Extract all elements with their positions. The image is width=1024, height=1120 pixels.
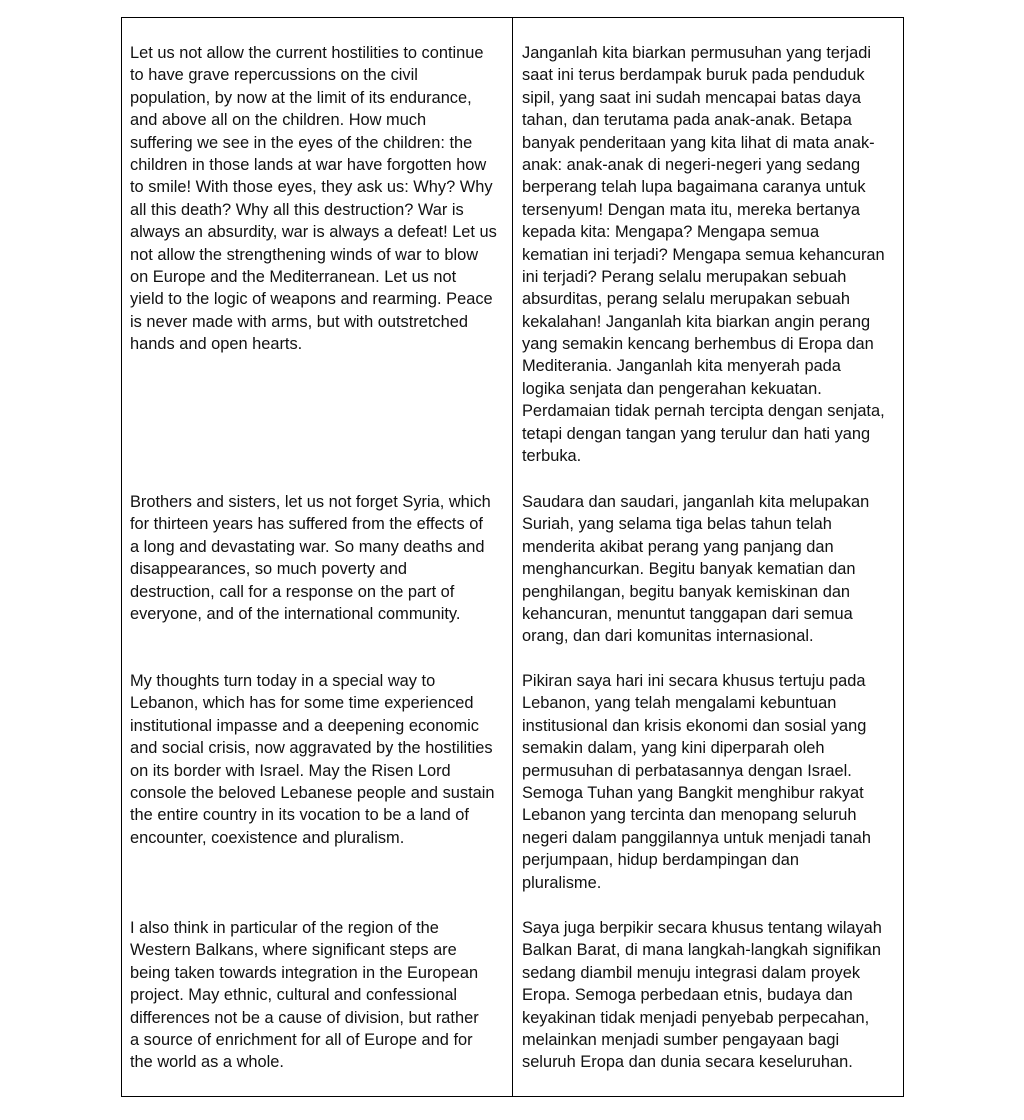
- text-line: always an absurdity, war is always a defeat! Let us: [130, 223, 497, 242]
- text-line: institutional impasse and a deepening economic: [130, 716, 479, 735]
- text-line: logika senjata dan pengerahan kekuatan.: [522, 379, 822, 398]
- text-line: penghilangan, begitu banyak kemiskinan dan: [522, 582, 851, 601]
- text-line: and above all on the children. How much: [130, 111, 427, 130]
- english-paragraph-1: [130, 42, 497, 355]
- text-line: I also think in particular of the region of the: [130, 919, 439, 937]
- text-line: a source of enrichment for all of Europe and for: [130, 1030, 473, 1049]
- english-paragraph-3: [130, 670, 495, 849]
- text-line: encounter, coexistence and pluralism.: [130, 828, 405, 847]
- text-line: the world as a whole.: [130, 1053, 284, 1072]
- text-line: children in those lands at war have forgotten how: [130, 155, 487, 174]
- text-line: is never made with arms, but with outstretched: [130, 312, 468, 331]
- text-line: Western Balkans, where significant steps are: [130, 941, 457, 960]
- text-line: kekalahan! Janganlah kita biarkan angin perang: [522, 312, 871, 331]
- text-line: Saudara dan saudari, janganlah kita melupakan: [522, 493, 870, 511]
- text-line: on Europe and the Mediterranean. Let us not: [130, 267, 457, 286]
- text-line: Let us not allow the current hostilities to continue: [130, 44, 484, 62]
- text-line: Janganlah kita biarkan permusuhan yang terjadi: [522, 44, 871, 62]
- text-line: not allow the strengthening winds of war to blow: [130, 245, 479, 264]
- text-line: to have grave repercussions on the civil: [130, 66, 418, 85]
- text-line: Balkan Barat, di mana langkah-langkah signifikan: [522, 941, 881, 960]
- indonesian-paragraph-3: [522, 670, 871, 894]
- text-line: saat ini terus berdampak buruk pada penduduk: [522, 66, 865, 85]
- text-line: and social crisis, now aggravated by the hostilities: [130, 739, 493, 758]
- text-line: terbuka.: [522, 447, 582, 466]
- text-line: a long and devastating war. So many deaths and: [130, 537, 485, 556]
- text-line: Lebanon yang tercinta dan menopang seluruh: [522, 806, 857, 825]
- indonesian-paragraph-4: [522, 917, 882, 1074]
- indonesian-paragraph-2: [522, 491, 869, 648]
- text-line: to smile! With those eyes, they ask us: Why? Why: [130, 178, 493, 197]
- text-line: Mediterania. Janganlah kita menyerah pada: [522, 357, 841, 376]
- text-line: Saya juga berpikir secara khusus tentang wilayah: [522, 919, 882, 937]
- text-line: destruction, call for a response on the part of: [130, 582, 455, 601]
- text-line: Lebanon, which has for some time experienced: [130, 694, 474, 713]
- text-line: My thoughts turn today in a special way to: [130, 672, 436, 690]
- text-line: sipil, yang saat ini sudah mencapai batas daya: [522, 88, 861, 107]
- text-line: Semoga Tuhan yang Bangkit menghibur rakyat: [522, 783, 864, 802]
- text-line: sedang diambil menuju integrasi dalam proyek: [522, 963, 861, 982]
- text-line: differences not be a cause of division, but rather: [130, 1008, 479, 1027]
- text-line: menderita akibat perang yang panjang dan: [522, 537, 834, 556]
- text-line: Lebanon, yang telah mengalami kebuntuan: [522, 694, 837, 713]
- text-line: permusuhan di perbatasannya dengan Israel.: [522, 761, 852, 780]
- column-divider: [512, 18, 513, 1096]
- text-line: semakin dalam, yang kini diperparah oleh: [522, 739, 825, 758]
- text-line: being taken towards integration in the European: [130, 963, 479, 982]
- text-line: Perdamaian tidak pernah tercipta dengan senjata,: [522, 402, 885, 421]
- text-line: ini terjadi? Perang selalu merupakan sebuah: [522, 267, 847, 286]
- text-line: tetapi dengan tangan yang terulur dan hati yang: [522, 424, 871, 443]
- text-line: banyak penderitaan yang kita lihat di mata anak-: [522, 133, 875, 152]
- text-line: negeri dalam panggilannya untuk menjadi tanah: [522, 828, 872, 847]
- text-line: the entire country in its vocation to be a land of: [130, 806, 469, 825]
- text-line: Brothers and sisters, let us not forget Syria, which: [130, 493, 491, 511]
- text-line: suffering we see in the eyes of the children: the: [130, 133, 473, 152]
- text-line: population, by now at the limit of its endurance,: [130, 88, 472, 107]
- text-line: on its border with Israel. May the Risen Lord: [130, 761, 451, 780]
- text-line: anak: anak-anak di negeri-negeri yang sedang: [522, 155, 861, 174]
- text-line: disappearances, so much poverty and: [130, 560, 407, 579]
- text-line: Pikiran saya hari ini secara khusus tertuju pada: [522, 672, 866, 690]
- bilingual-text-table: [121, 17, 904, 1097]
- text-line: Suriah, yang selama tiga belas tahun telah: [522, 515, 832, 534]
- text-line: yield to the logic of weapons and rearming. Peace: [130, 290, 493, 309]
- text-line: berperang telah lupa bagaimana caranya untuk: [522, 178, 866, 197]
- text-line: absurditas, perang selalu merupakan sebuah: [522, 290, 851, 309]
- text-line: kepada kita: Mengapa? Mengapa semua: [522, 223, 820, 242]
- text-line: melainkan menjadi sumber pengayaan bagi: [522, 1030, 840, 1049]
- text-line: pluralisme.: [522, 873, 602, 892]
- text-line: everyone, and of the international community.: [130, 604, 461, 623]
- text-line: Eropa. Semoga perbedaan etnis, budaya dan: [522, 986, 853, 1005]
- text-line: hands and open hearts.: [130, 335, 303, 354]
- text-line: tahan, dan terutama pada anak-anak. Betapa: [522, 111, 852, 130]
- text-line: tersenyum! Dengan mata itu, mereka bertanya: [522, 200, 861, 219]
- text-line: for thirteen years has suffered from the effects of: [130, 515, 483, 534]
- english-paragraph-4: [130, 917, 479, 1074]
- text-line: kematian ini terjadi? Mengapa semua kehancuran: [522, 245, 885, 264]
- text-line: seluruh Eropa dan dunia secara keseluruhan.: [522, 1053, 853, 1072]
- english-paragraph-2: [130, 491, 491, 625]
- text-line: institusional dan krisis ekonomi dan sosial yang: [522, 716, 867, 735]
- text-line: keyakinan tidak menjadi penyebab perpecahan,: [522, 1008, 870, 1027]
- text-line: yang semakin kencang berhembus di Eropa dan: [522, 335, 874, 354]
- text-line: kehancuran, menuntut tanggapan dari semua: [522, 604, 853, 623]
- text-line: project. May ethnic, cultural and confessional: [130, 986, 458, 1005]
- text-line: perjumpaan, hidup berdampingan dan: [522, 851, 800, 870]
- text-line: orang, dan dari komunitas internasional.: [522, 627, 814, 646]
- indonesian-paragraph-1: [522, 42, 885, 467]
- text-line: all this death? Why all this destruction? War is: [130, 200, 464, 219]
- text-line: console the beloved Lebanese people and sustain: [130, 783, 495, 802]
- text-line: menghancurkan. Begitu banyak kematian dan: [522, 560, 856, 579]
